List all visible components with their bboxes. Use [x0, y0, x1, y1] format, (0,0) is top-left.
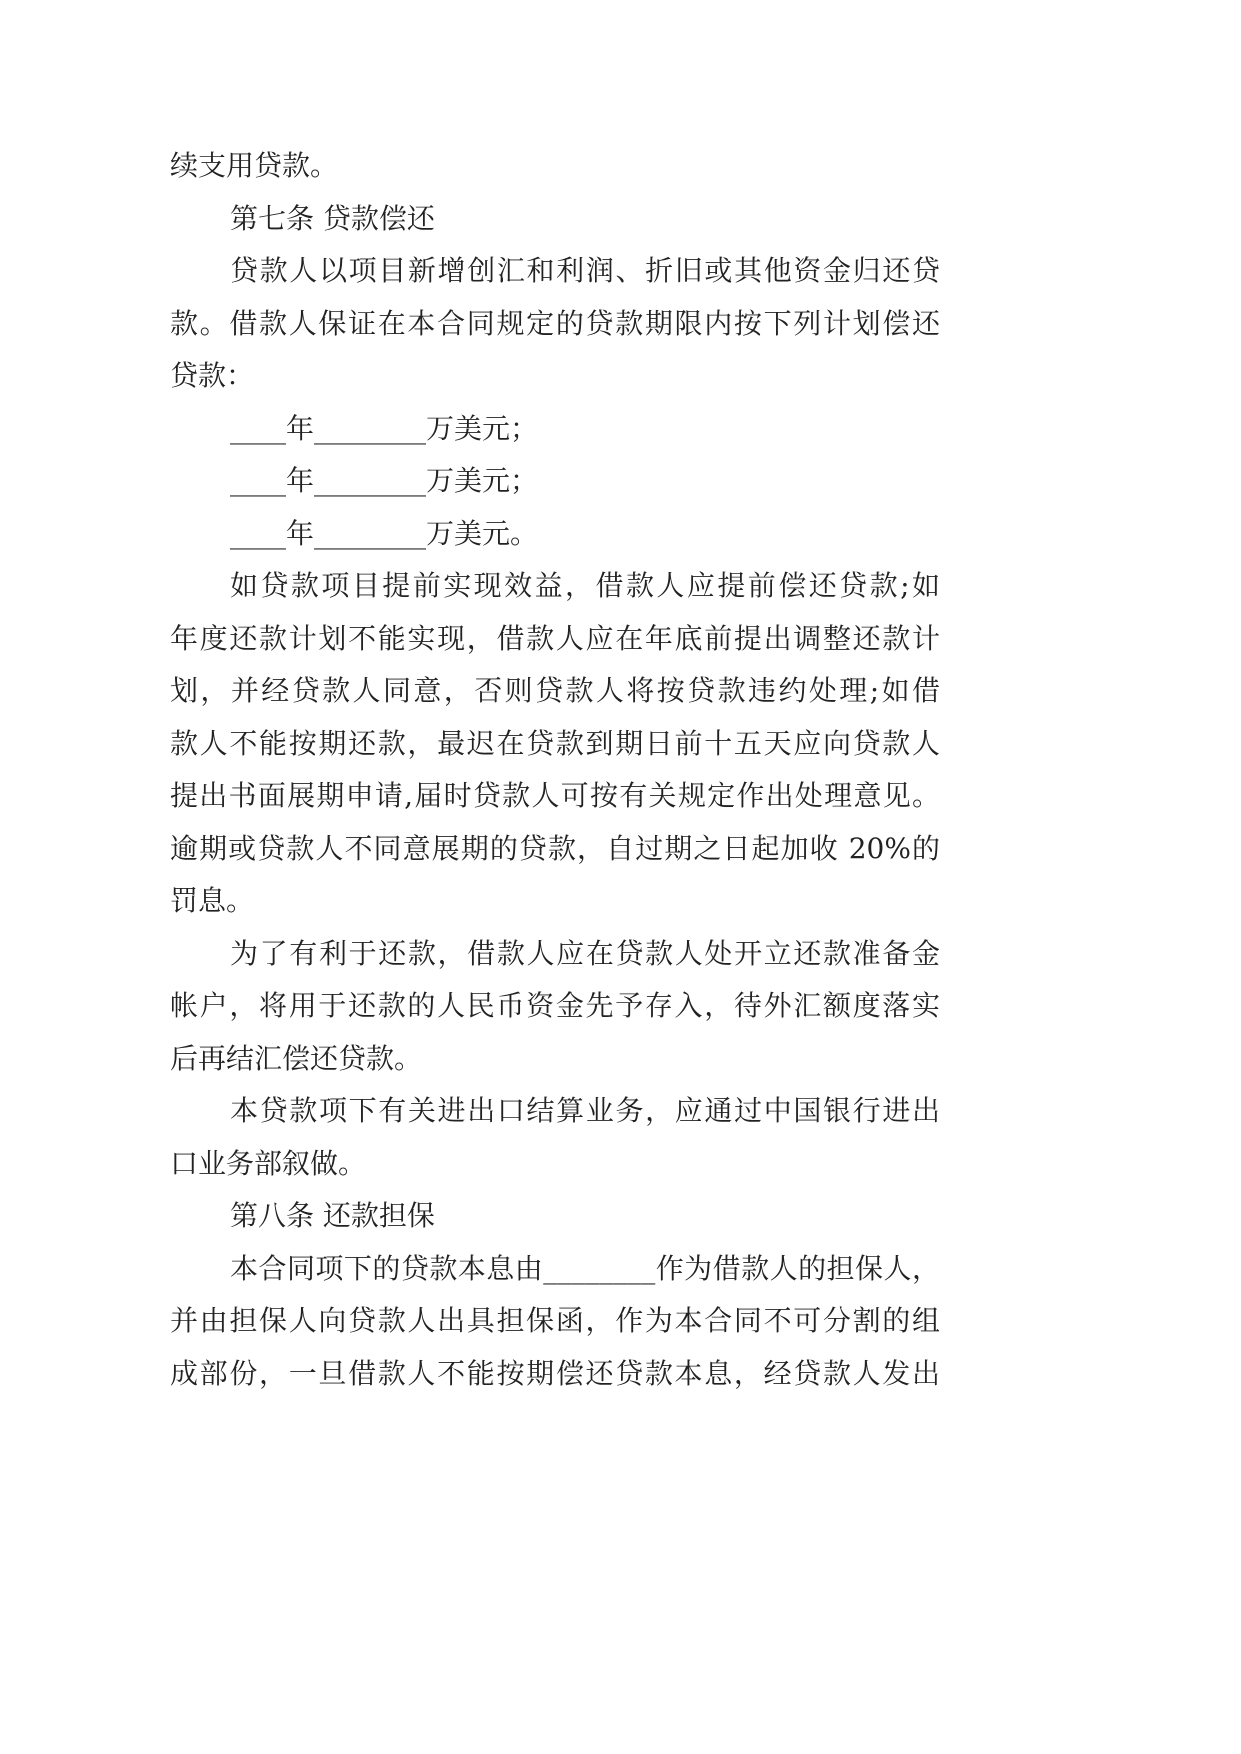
document-page — [170, 140, 940, 1400]
article-heading: 第七条 贷款偿还 — [230, 201, 435, 235]
text-line: 款。借款人保证在本合同规定的贷款期限内按下列计划偿还 — [170, 306, 940, 340]
text-line: 贷款： — [170, 359, 255, 392]
text-line: 贷款人以项目新增创汇和利润、折旧或其他资金归还贷 — [230, 254, 940, 287]
repayment-schedule-line: ____年________万美元； — [230, 464, 539, 497]
text-line: 如贷款项目提前实现效益，借款人应提前偿还贷款;如 — [230, 569, 940, 602]
text-line: 年度还款计划不能实现，借款人应在年底前提出调整还款计 — [170, 621, 940, 655]
text-line: 后再结汇偿还贷款。 — [170, 1041, 423, 1075]
text-line: 划，并经贷款人同意，否则贷款人将按贷款违约处理;如借 — [170, 674, 940, 707]
text-line: 款人不能按期还款，最迟在贷款到期日前十五天应向贷款人 — [170, 726, 940, 760]
text-line: 提出书面展期申请,届时贷款人可按有关规定作出处理意见。 — [170, 779, 940, 812]
text-line: 罚息。 — [170, 884, 255, 917]
text-line: 为了有利于还款，借款人应在贷款人处开立还款准备金 — [230, 936, 940, 970]
text-line: 逾期或贷款人不同意展期的贷款，自过期之日起加收 20%的 — [170, 831, 940, 865]
text-line: 口业务部叙做。 — [170, 1146, 367, 1180]
text-line: 帐户，将用于还款的人民币资金先予存入，待外汇额度落实 — [170, 989, 940, 1022]
text-line: 成部份，一旦借款人不能按期偿还贷款本息，经贷款人发出 — [170, 1356, 940, 1390]
article-heading: 第八条 还款担保 — [230, 1199, 435, 1232]
text-line: 续支用贷款。 — [170, 149, 339, 182]
repayment-schedule-line: ____年________万美元。 — [230, 516, 539, 550]
repayment-schedule-line: ____年________万美元； — [230, 411, 539, 445]
text-line: 本贷款项下有关进出口结算业务，应通过中国银行进出 — [230, 1094, 940, 1127]
text-line: 本合同项下的贷款本息由________作为借款人的担保人， — [230, 1251, 940, 1285]
text-line: 并由担保人向贷款人出具担保函，作为本合同不可分割的组 — [170, 1304, 940, 1337]
